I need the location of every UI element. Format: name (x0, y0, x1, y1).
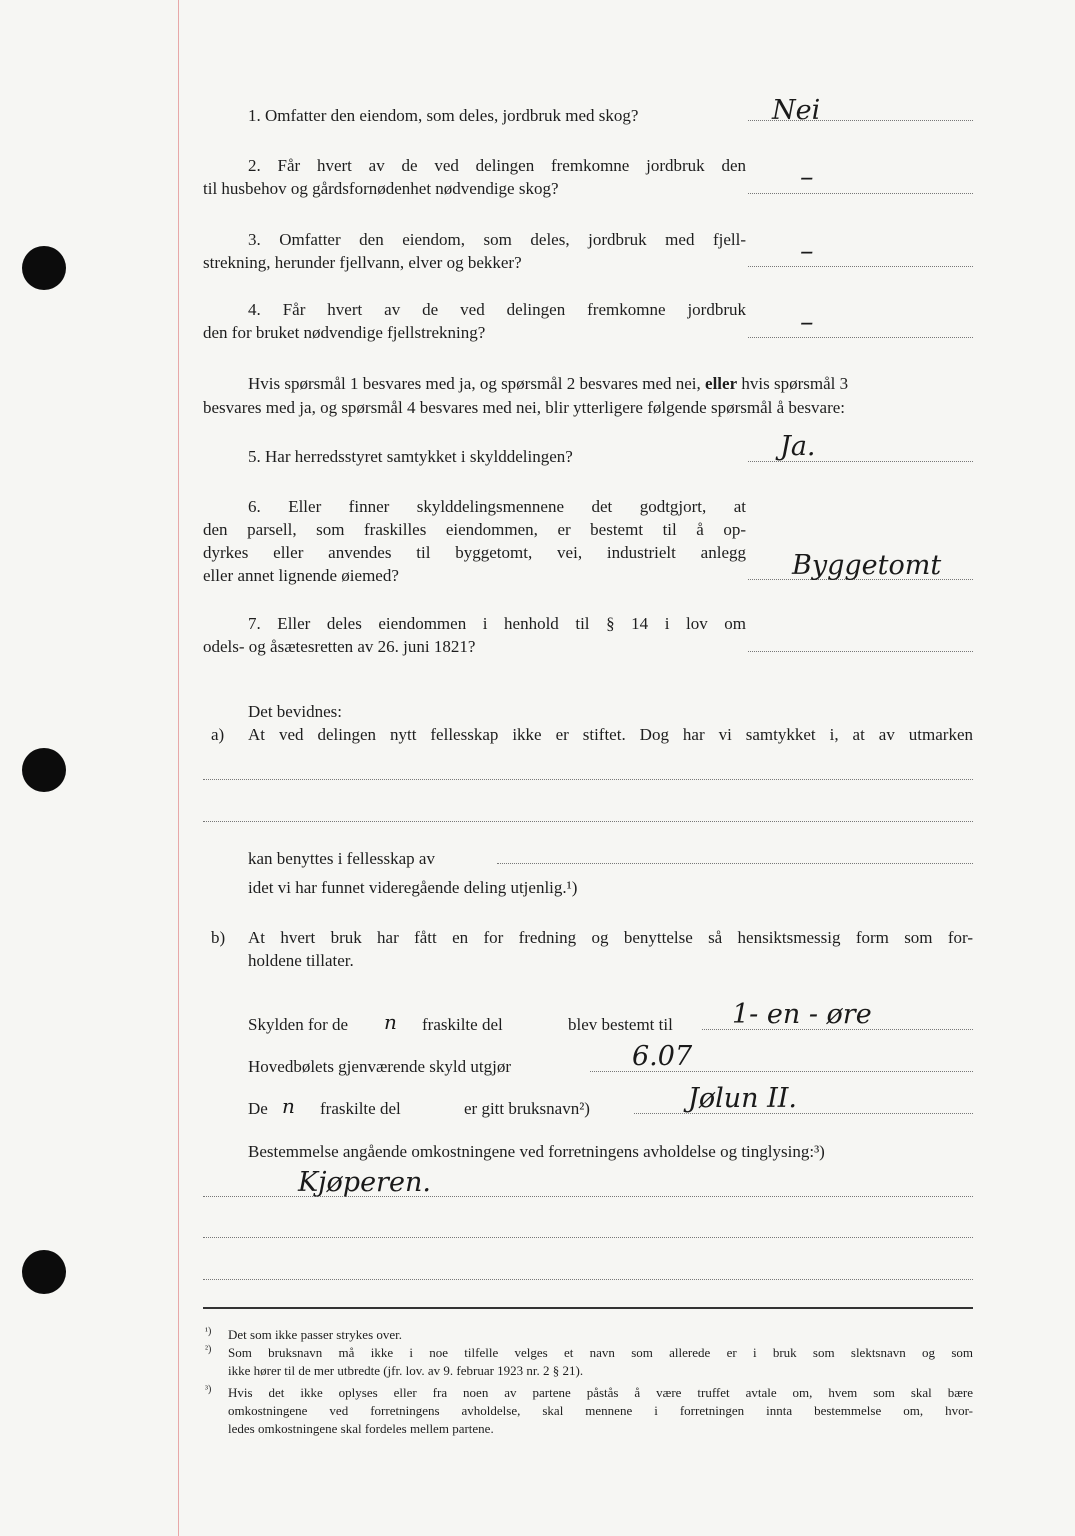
bruksnavn-label-b: fraskilte del (320, 1099, 401, 1118)
blank-line (203, 779, 973, 780)
question-7-line-2: odels- og åsætesretten av 26. juni 1821? (203, 637, 476, 656)
question-7-line-1: 7. Eller deles eiendommen i henhold til § 14 i lov om (248, 614, 746, 633)
footnote-rule (203, 1307, 973, 1309)
punch-hole (22, 748, 66, 792)
footnote-1: Det som ikke passer strykes over. (228, 1327, 403, 1342)
answer-4-handwritten: – (800, 307, 814, 338)
blank-line (203, 1279, 973, 1280)
bestemmelse-value-handwritten: Kjøperen. (298, 1167, 431, 1198)
punch-hole (22, 246, 66, 290)
question-1: 1. Omfatter den eiendom, som deles, jordbruk med skog? (248, 106, 639, 125)
answer-5-handwritten: Ja. (780, 431, 816, 462)
footnote-3-line-3: ledes omkostningene skal fordeles mellem partene. (228, 1421, 494, 1436)
answer-line (748, 337, 973, 338)
item-b-line-2: holdene tillater. (248, 951, 354, 970)
footnote-3-line-1: Hvis det ikke oplyses eller fra noen av partene påstås å være truffet avtale om, hvem som skal bære (228, 1385, 973, 1400)
question-6-line-3: dyrkes eller anvendes til byggetomt, vei, industrielt anlegg (203, 543, 746, 562)
bestemmelse-label: Bestemmelse angående omkostningene ved forretningens avholdelse og tinglysing:³) (248, 1142, 825, 1161)
bruksnavn-label-c: er gitt bruksnavn²) (464, 1099, 590, 1118)
bruksnavn-label-a: De (248, 1099, 268, 1118)
instruction-text: Hvis spørsmål 1 besvares med ja, og spørsmål 2 besvares med nei, (248, 374, 701, 393)
question-4-line-1: 4. Får hvert av de ved delingen fremkomne jordbruk (248, 300, 746, 319)
item-a-found: idet vi har funnet videregående deling utjenlig.¹) (248, 878, 578, 897)
footnote-marker-2: ²) (205, 1344, 212, 1355)
instruction-bold-word: eller (705, 374, 738, 393)
blank-line (203, 1196, 973, 1197)
margin-line (178, 0, 179, 1536)
blank-line (203, 1237, 973, 1238)
skylden-handwritten-n: n (384, 1010, 397, 1034)
question-5: 5. Har herredsstyret samtykket i skylddelingen? (248, 447, 573, 466)
question-6-line-1: 6. Eller finner skylddelingsmennene det godtgjort, at (248, 497, 746, 516)
question-6-line-4: eller annet lignende øiemed? (203, 566, 399, 585)
answer-line (748, 651, 973, 652)
question-3-line-1: 3. Omfatter den eiendom, som deles, jordbruk med fjell- (248, 230, 746, 249)
skylden-value-handwritten: 1- en - øre (732, 999, 872, 1030)
footnote-3-line-2: omkostningene ved forretningens avholdelse, skal mennene i forretningen innta bestemmelse om, hvor- (228, 1403, 973, 1418)
question-3-line-2: strekning, herunder fjellvann, elver og bekker? (203, 253, 522, 272)
question-2-line-2: til husbehov og gårdsfornødenhet nødvendige skog? (203, 179, 559, 198)
question-2-line-1: 2. Får hvert av de ved delingen fremkomne jordbruk den (248, 156, 746, 175)
instruction-line-1 (248, 372, 848, 395)
answer-6-handwritten: Byggetomt (792, 550, 942, 581)
footnote-marker-1: ¹) (205, 1326, 212, 1337)
certify-heading: Det bevidnes: (248, 702, 342, 721)
blank-line (497, 863, 973, 864)
instruction-line-2: besvares med ja, og spørsmål 4 besvares med nei, blir ytterligere følgende spørsmål å besvare: (203, 398, 846, 417)
answer-line (748, 193, 973, 194)
footnote-2-line-2: ikke hører til de mer utbredte (jfr. lov. av 9. februar 1923 nr. 2 § 21). (228, 1363, 584, 1378)
skylden-label-c: blev bestemt til (568, 1015, 673, 1034)
answer-1-handwritten: Nei (772, 95, 821, 126)
hovedbolet-label: Hovedbølets gjenværende skyld utgjør (248, 1057, 511, 1076)
item-a-text: At ved delingen nytt fellesskap ikke er stiftet. Dog har vi samtykket i, at av utmarken (248, 725, 973, 744)
footnote-marker-3: ³) (205, 1384, 212, 1395)
footnote-2-line-1: Som bruksnavn må ikke i noe tilfelle velges et navn som allerede er i bruk som slektsnavn og som (228, 1345, 973, 1360)
answer-3-handwritten: – (800, 236, 814, 267)
instruction-text: hvis spørsmål 3 (741, 374, 849, 393)
hovedbolet-value-handwritten: 6.07 (632, 1041, 693, 1072)
item-b-label: b) (211, 928, 226, 947)
item-b-line-1: At hvert bruk har fått en for fredning og benyttelse så hensiktsmessig form som for- (248, 928, 973, 947)
answer-2-handwritten: – (800, 162, 814, 193)
item-a-label: a) (211, 725, 225, 744)
bruksnavn-value-handwritten: Jølun II. (688, 1083, 797, 1114)
bruksnavn-handwritten-n: n (282, 1094, 295, 1118)
skylden-label-a: Skylden for de (248, 1015, 349, 1034)
answer-line (634, 1113, 973, 1114)
blank-line (203, 821, 973, 822)
item-a-shared: kan benyttes i fellesskap av (248, 849, 435, 868)
question-6-line-2: den parsell, som fraskilles eiendommen, er bestemt til å op- (203, 520, 746, 539)
skylden-label-b: fraskilte del (422, 1015, 503, 1034)
answer-line (748, 266, 973, 267)
punch-hole (22, 1250, 66, 1294)
question-4-line-2: den for bruket nødvendige fjellstrekning? (203, 323, 486, 342)
